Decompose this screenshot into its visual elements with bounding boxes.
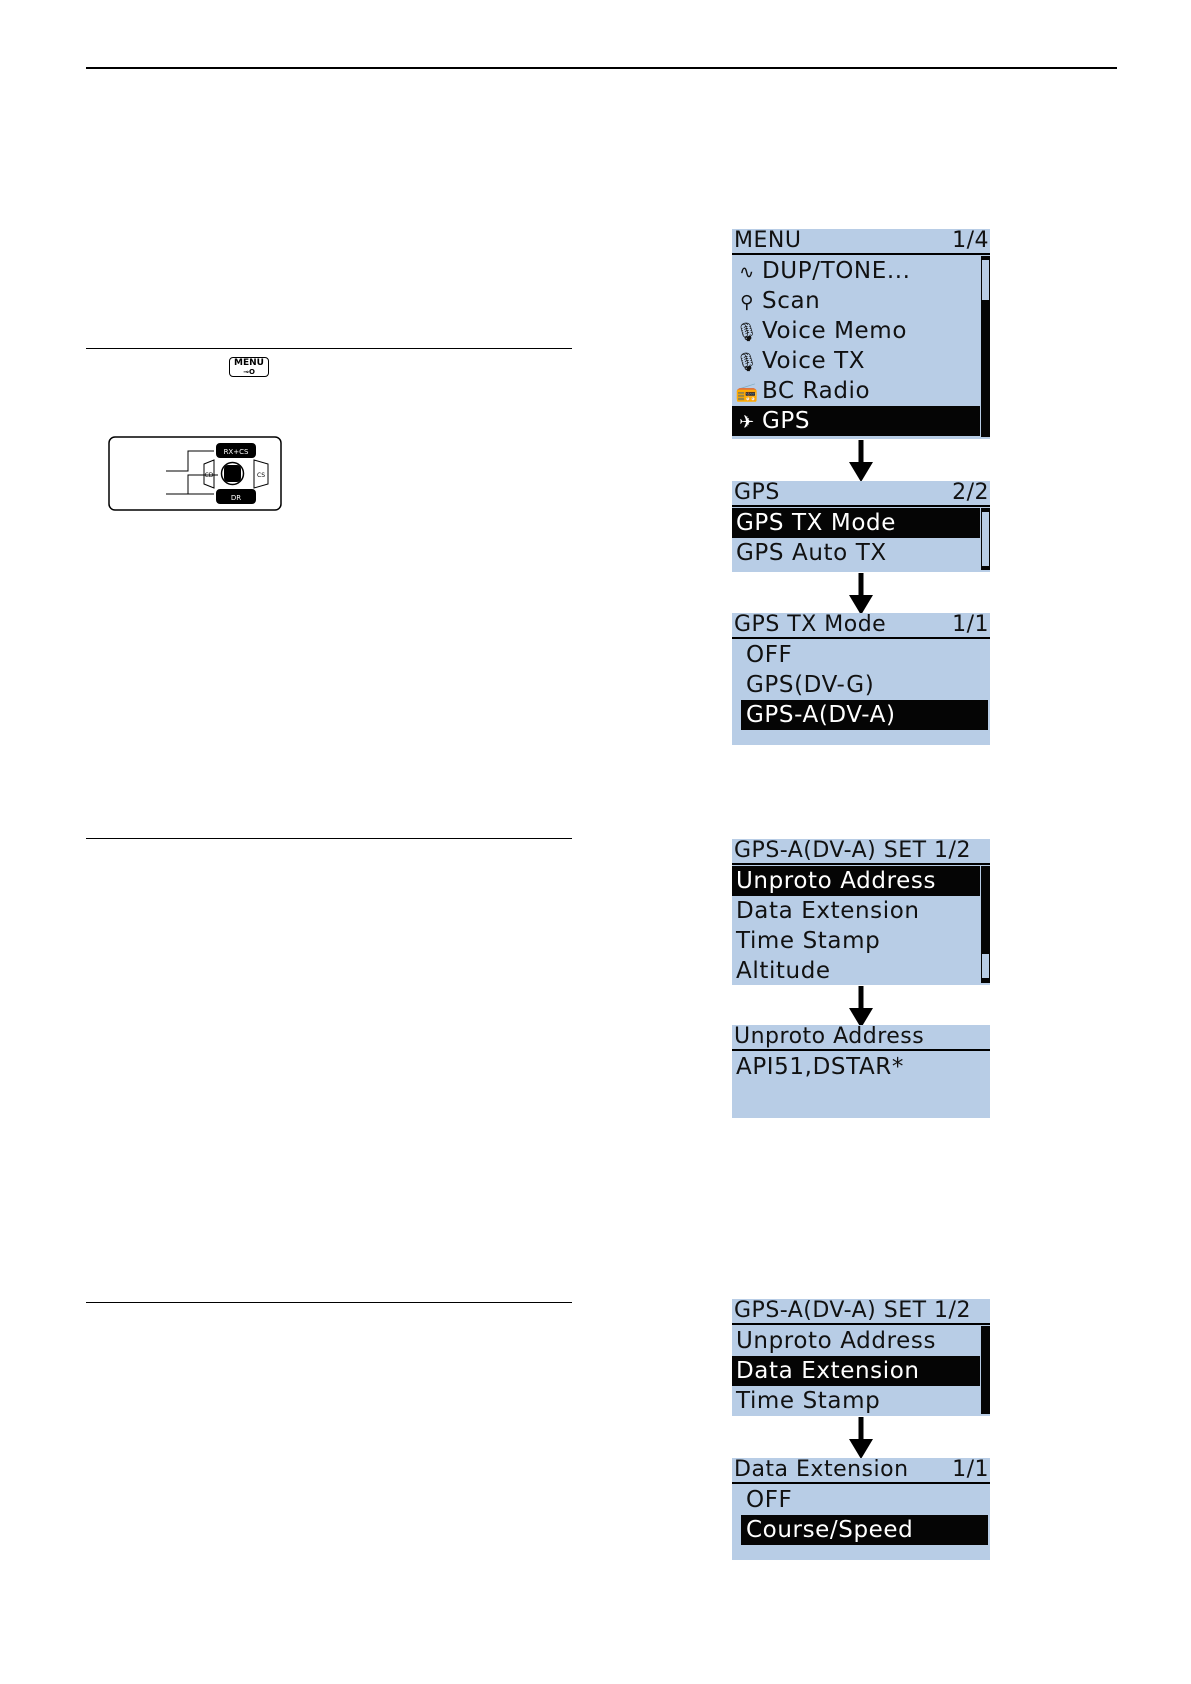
lcd-title — [732, 613, 990, 639]
menu-item-voice-memo[interactable]: 🎙 Voice Memo — [732, 316, 980, 346]
lcd-title — [732, 229, 990, 255]
menu-item-gps-tx-mode[interactable]: GPS TX Mode — [732, 508, 980, 538]
arrow-down-icon — [847, 986, 875, 1028]
lcd-gps-a-set-2 — [732, 1299, 990, 1416]
option-off[interactable]: OFF — [746, 1487, 793, 1513]
scrollbar[interactable] — [981, 508, 990, 570]
menu-item-voice-tx[interactable]: 🎙 Voice TX — [732, 346, 980, 376]
dup-tone-icon: ∿ — [739, 262, 755, 283]
center-key — [224, 465, 241, 482]
lcd-title-text: GPS — [734, 481, 780, 505]
keypad-diagram — [108, 436, 283, 512]
lcd-gps-a-set — [732, 839, 990, 985]
microphone-tx-icon: 🎙 — [735, 352, 759, 373]
menu-item-time-stamp[interactable]: Time Stamp — [736, 1388, 881, 1414]
menu-item-scan[interactable]: ⚲ Scan — [732, 286, 980, 316]
unproto-address-value[interactable]: API51,DSTAR* — [736, 1054, 904, 1080]
option-gps-dv-g[interactable]: GPS(DV-G) — [746, 672, 875, 698]
lcd-gps — [732, 481, 990, 572]
arrow-down-icon — [847, 440, 875, 482]
satellite-icon: ✈ — [739, 412, 755, 433]
menu-item-unproto-address[interactable]: Unproto Address — [732, 866, 980, 896]
menu-item-gps-auto-tx[interactable]: GPS Auto TX — [736, 540, 887, 566]
lcd-title — [732, 1299, 990, 1325]
header-rule — [86, 67, 1117, 69]
menu-item-dup-tone[interactable]: ∿ DUP/TONE... — [732, 256, 980, 286]
menu-item-altitude[interactable]: Altitude — [736, 958, 831, 984]
binoculars-icon: ⚲ — [740, 292, 754, 313]
menu-key-sublabel: ⊸O — [243, 368, 255, 376]
menu-key-icon — [229, 357, 269, 377]
lcd-unproto-address — [732, 1025, 990, 1118]
option-off[interactable]: OFF — [746, 642, 793, 668]
lcd-data-extension — [732, 1458, 990, 1560]
lcd-title — [732, 839, 990, 865]
lcd-title-text: MENU — [734, 229, 802, 253]
section-rule-3 — [86, 1302, 572, 1303]
cs-key-label: CS — [257, 472, 265, 479]
lcd-title-text: Data Extension — [734, 1458, 909, 1482]
lcd-title — [732, 481, 990, 507]
menu-item-data-extension[interactable]: Data Extension — [732, 1356, 980, 1386]
lcd-menu — [732, 229, 990, 439]
scrollbar[interactable] — [981, 866, 990, 983]
dr-key-label: DR — [230, 494, 242, 502]
lcd-gps-tx-mode — [732, 613, 990, 745]
lcd-title-text: GPS-A(DV-A) SET 1/2 — [734, 1299, 971, 1323]
lcd-page-indicator: 1/1 — [952, 1458, 989, 1482]
cd-key-label: CD — [204, 472, 214, 479]
lcd-title-text: GPS-A(DV-A) SET 1/2 — [734, 839, 971, 863]
microphone-icon: 🎙 — [735, 322, 759, 343]
lcd-page-indicator: 1/4 — [952, 229, 989, 253]
scrollbar-track — [982, 512, 989, 566]
scrollbar[interactable] — [981, 256, 990, 437]
lcd-page-indicator: 1/1 — [952, 613, 989, 637]
section-rule-2 — [86, 838, 572, 839]
scrollbar-track — [982, 260, 989, 300]
lcd-title-text: Unproto Address — [734, 1025, 925, 1049]
menu-item-data-extension[interactable]: Data Extension — [736, 898, 920, 924]
lcd-page-indicator: 2/2 — [952, 481, 989, 505]
section-rule-1 — [86, 348, 572, 349]
option-gps-a-dv-a[interactable]: GPS-A(DV-A) — [741, 700, 988, 730]
menu-item-gps[interactable]: ✈ GPS — [732, 406, 980, 436]
menu-item-bc-radio[interactable]: 📻 BC Radio — [732, 376, 980, 406]
arrow-down-icon — [847, 573, 875, 615]
lcd-title — [732, 1025, 990, 1051]
menu-item-time-stamp[interactable]: Time Stamp — [736, 928, 881, 954]
menu-item-unproto-address[interactable]: Unproto Address — [736, 1328, 937, 1354]
menu-key-label: MENU — [234, 358, 264, 368]
lcd-title — [732, 1458, 990, 1484]
option-course-speed[interactable]: Course/Speed — [741, 1515, 988, 1545]
radio-icon: 📻 — [735, 382, 759, 403]
lcd-title-text: GPS TX Mode — [734, 613, 887, 637]
scrollbar[interactable] — [981, 1326, 990, 1414]
scrollbar-track — [982, 954, 989, 978]
rx-cs-key-label: RX+CS — [223, 448, 249, 456]
arrow-down-icon — [847, 1417, 875, 1459]
